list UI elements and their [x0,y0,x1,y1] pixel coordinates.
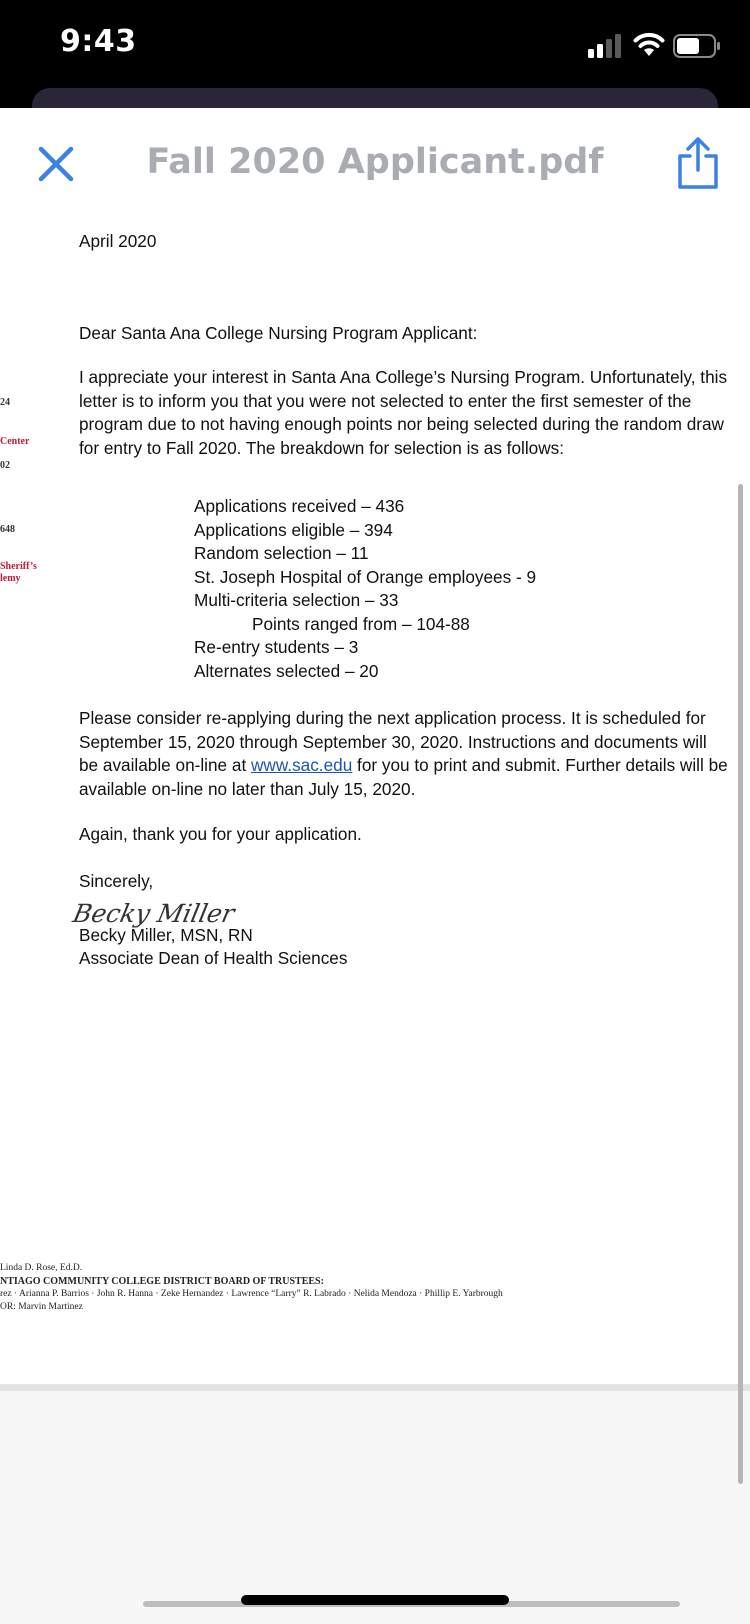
letterhead-fragment: 24 [0,397,10,408]
footer-line: rez · Arianna P. Barrios · John R. Hanna · Zeke Hernandez · Lawrence “Larry” R. Labrado · Nelida Mendoza · Phillip E. Yarbrough [0,1289,503,1299]
letter-closing: Sincerely, [79,871,154,891]
letter-date: April 2020 [79,231,157,251]
letter-greeting: Dear Santa Ana College Nursing Program Applicant: [79,323,478,343]
footer-line: NTIAGO COMMUNITY COLLEGE DISTRICT BOARD OF TRUSTEES: [0,1276,324,1287]
wifi-icon [632,30,666,58]
signal-icon [588,34,624,58]
letterhead-fragment: Center [0,436,30,447]
letterhead-fragment: 648 [0,524,15,535]
website-link[interactable]: www.sac.edu [251,755,353,775]
pdf-page[interactable] [0,208,750,1384]
pdf-viewer-sheet [0,108,750,1624]
breakdown-item: Points ranged from – 104-88 [252,613,470,634]
breakdown-item: Alternates selected – 20 [194,660,379,681]
breakdown-item: St. Joseph Hospital of Orange employees - 9 [194,566,537,587]
signature-text: Becky Miller [70,899,238,928]
signer-name: Becky Miller, MSN, RN [79,925,253,945]
paragraph-text: for you to print and submit. Further details will be available on-line no later than July 15, 2020. [79,755,728,799]
vertical-scrollbar[interactable] [738,484,743,1484]
status-bar [0,0,750,90]
breakdown-item: Random selection – 11 [194,543,369,563]
home-indicator[interactable] [241,1595,509,1605]
share-icon [680,139,716,187]
breakdown-item: Multi-criteria selection – 33 [194,590,399,610]
signer-title: Associate Dean of Health Sciences [79,948,348,968]
footer-line: Linda D. Rose, Ed.D. [0,1263,83,1273]
share-button[interactable] [676,136,720,190]
letter-thanks: Again, thank you for your application. [79,824,362,844]
paragraph-text: Please consider re-applying during the next application process. It is scheduled for September 15, 2020 through September 30, 2020. Instructions and documents will be available on-line at [79,708,707,775]
letter-paragraph: I appreciate your interest in Santa Ana College’s Nursing Program. Unfortunately, this letter is to inform you that you were not selected to enter the first semester of the program due to not having enough points nor being selected during the random draw for entry to Fall 2020. The breakdown for selection is as follows: [79,367,728,458]
letterhead-fragment: lemy [0,573,21,584]
letterhead-fragment: 02 [0,460,10,471]
nav-bar [0,108,750,208]
letter-paragraph [79,707,729,801]
letterhead-footer [0,1262,740,1314]
status-time: 9:43 [60,24,137,59]
breakdown-item: Applications received – 436 [194,496,405,516]
page-divider [0,1384,750,1391]
selection-breakdown [194,495,536,683]
footer-line: OR: Marvin Martinez [0,1302,83,1312]
breakdown-item: Applications eligible – 394 [194,519,393,540]
letterhead-fragment: Sheriff’s [0,561,37,572]
battery-icon [673,34,721,58]
breakdown-item: Re-entry students – 3 [194,637,359,657]
document-title: Fall 2020 Applicant.pdf [146,142,604,182]
